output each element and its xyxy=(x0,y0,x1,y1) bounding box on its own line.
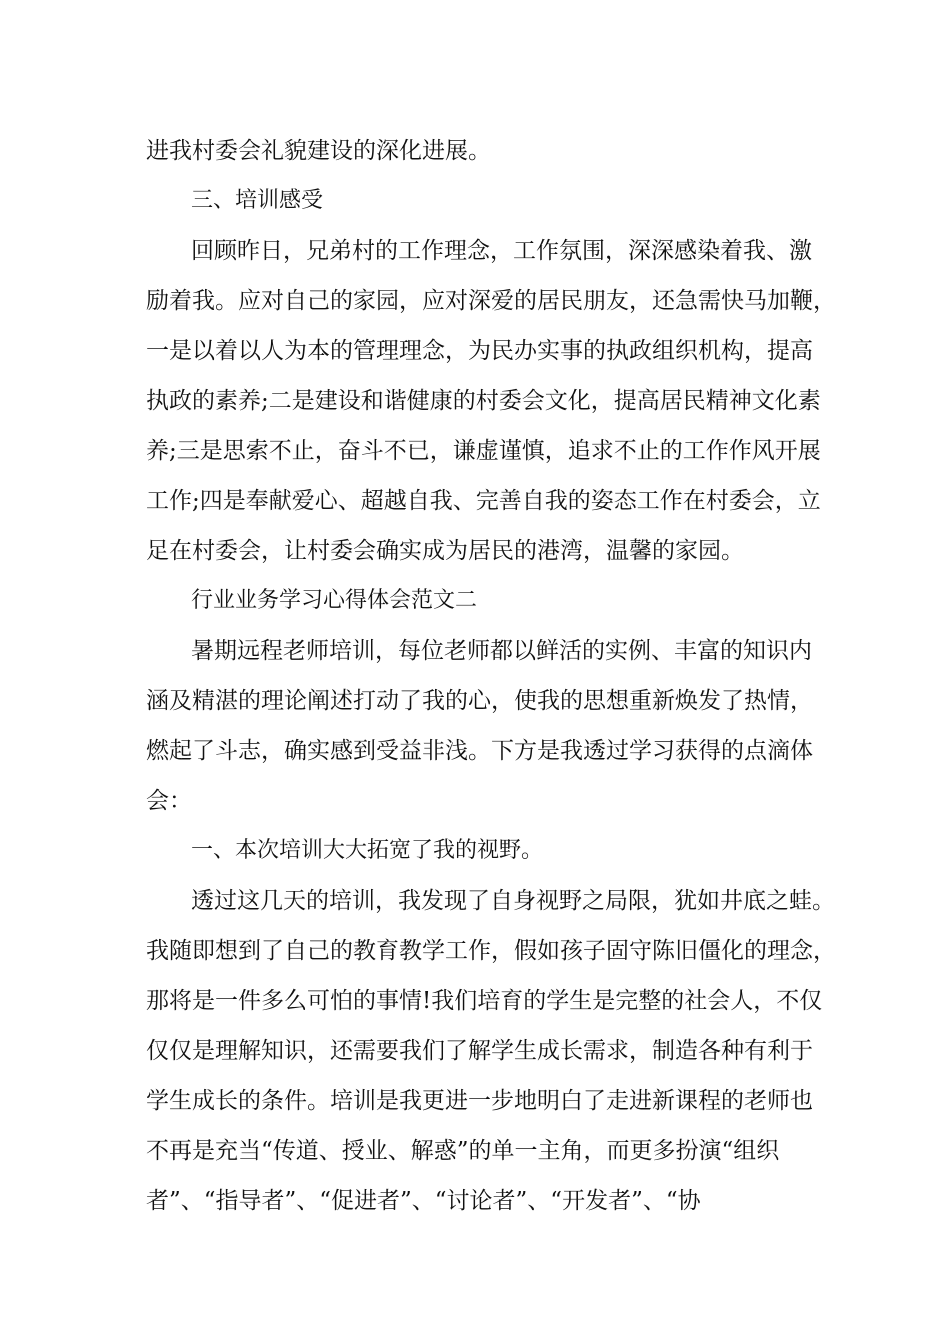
section-heading: 三、培训感受 xyxy=(191,188,324,213)
text-line: 足在村委会，让村委会确实成为居民的港湾，温馨的家园。 xyxy=(146,538,744,564)
text-line: 涵及精湛的理论阐述打动了我的心，使我的思想重新焕发了热情， xyxy=(146,688,813,714)
text-line: 会： xyxy=(146,788,192,814)
text-line: 那将是一件多么可怕的事情!我们培育的学生是完整的社会人，不仅 xyxy=(146,988,823,1014)
paragraph-first-line: 回顾昨日，兄弟村的工作理念，工作氛围，深深感染着我、激 xyxy=(191,238,812,264)
section-heading: 一、本次培训大大拓宽了我的视野。 xyxy=(191,838,544,863)
text-line: 工作;四是奉献爱心、超越自我、完善自我的姿态工作在村委会，立 xyxy=(146,488,821,514)
text-line: 执政的素养;二是建设和谐健康的村委会文化，提高居民精神文化素 xyxy=(146,388,821,414)
section-heading: 行业业务学习心得体会范文二 xyxy=(191,588,478,613)
text-line: 进我村委会礼貌建设的深化进展。 xyxy=(146,138,491,164)
text-line: 不再是充当“传道、授业、解惑”的单一主角，而更多扮演“组织 xyxy=(146,1138,780,1164)
text-line: 者”、“指导者”、“促进者”、“讨论者”、“开发者”、“协 xyxy=(146,1188,701,1214)
paragraph-first-line: 透过这几天的培训，我发现了自身视野之局限，犹如井底之蛙。 xyxy=(191,888,835,914)
text-line: 励着我。应对自己的家园，应对深爱的居民朋友，还急需快马加鞭， xyxy=(146,288,836,314)
text-line: 燃起了斗志，确实感到受益非浅。下方是我透过学习获得的点滴体 xyxy=(146,738,813,764)
paragraph-first-line: 暑期远程老师培训，每位老师都以鲜活的实例、丰富的知识内 xyxy=(191,638,812,664)
text-line: 学生成长的条件。培训是我更进一步地明白了走进新课程的老师也 xyxy=(146,1088,813,1114)
text-line: 仅仅是理解知识，还需要我们了解学生成长需求，制造各种有利于 xyxy=(146,1038,813,1064)
text-line: 我随即想到了自己的教育教学工作，假如孩子固守陈旧僵化的理念， xyxy=(146,938,836,964)
text-line: 养;三是思索不止，奋斗不已，谦虚谨慎，追求不止的工作作风开展 xyxy=(146,438,821,464)
text-line: 一是以着以人为本的管理理念，为民办实事的执政组织机构，提高 xyxy=(146,338,813,364)
